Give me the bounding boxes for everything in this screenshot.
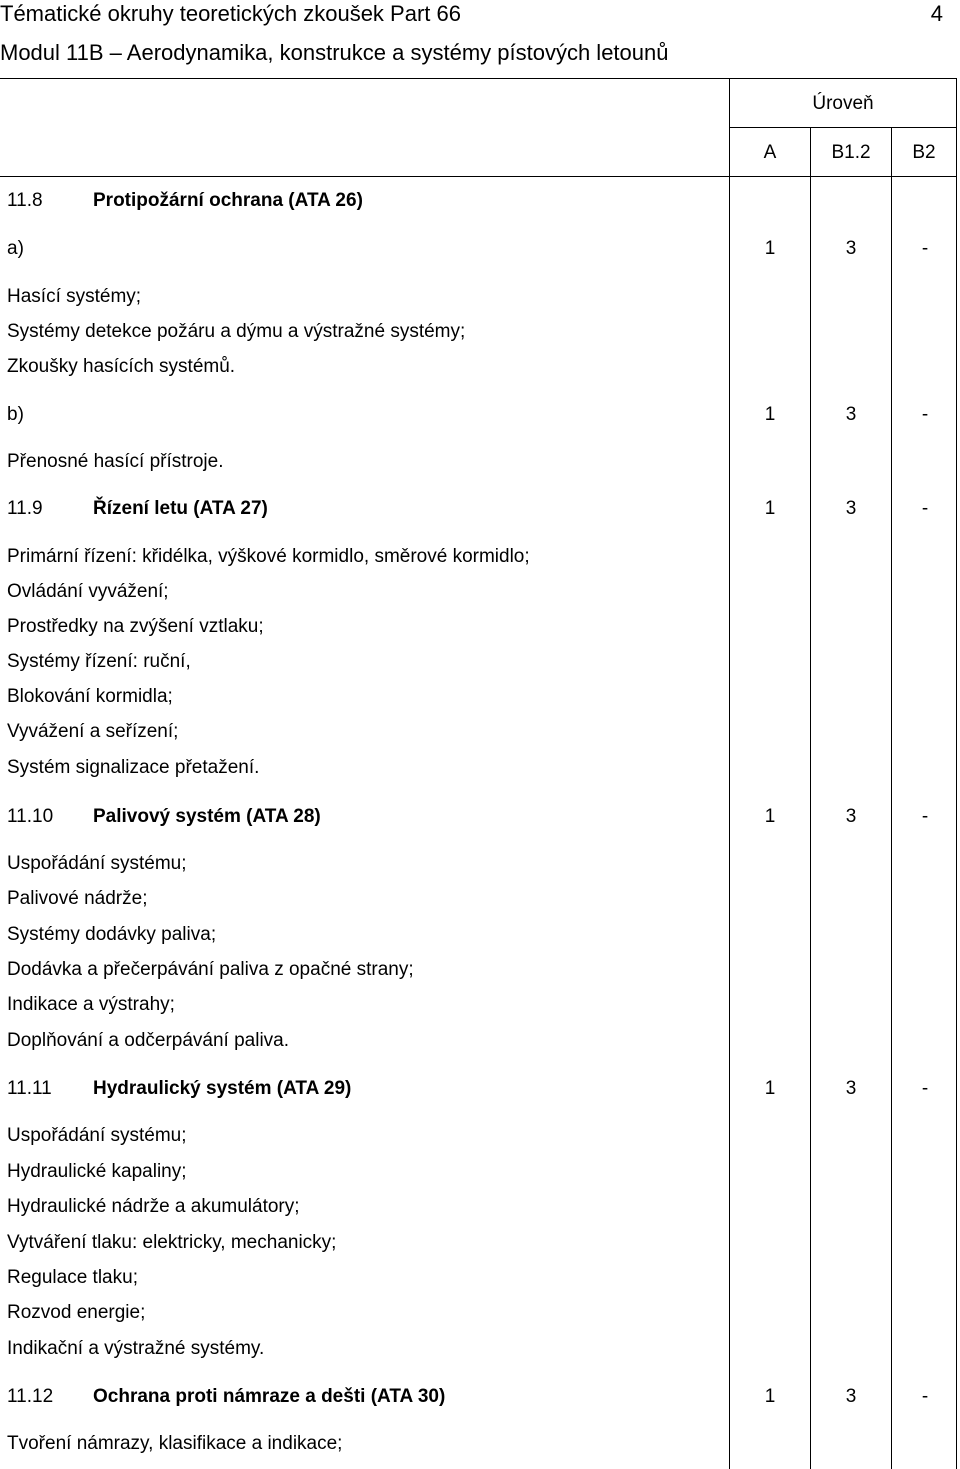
content-line xyxy=(0,1260,960,1296)
col-header-b12: B1.2 xyxy=(831,142,871,163)
content-text: Uspořádání systému; xyxy=(7,1125,187,1146)
level-b12: 3 xyxy=(845,1078,857,1099)
section-number: 11.12 xyxy=(7,1386,54,1407)
level-header: Úroveň xyxy=(812,93,874,114)
subsection-row-b xyxy=(0,397,960,433)
level-b2: - xyxy=(921,498,929,519)
content-text: Hasící systémy; xyxy=(7,286,142,307)
section-number: 11.11 xyxy=(7,1078,52,1099)
subsection-label: a) xyxy=(7,238,24,259)
level-b2: - xyxy=(921,806,929,827)
content-line xyxy=(0,314,960,350)
level-b12: 3 xyxy=(845,498,857,519)
section-number: 11.9 xyxy=(7,498,43,519)
level-b2: - xyxy=(921,1078,929,1099)
table-top-border xyxy=(0,78,957,79)
content-line xyxy=(0,1189,960,1225)
content-text: Hydraulické kapaliny; xyxy=(7,1161,187,1182)
section-row-11-8 xyxy=(0,183,960,219)
content-line xyxy=(0,1331,960,1367)
content-line xyxy=(0,349,960,385)
level-b2: - xyxy=(921,404,929,425)
level-b12: 3 xyxy=(845,404,857,425)
section-title: Hydraulický systém (ATA 29) xyxy=(93,1078,352,1099)
section-row-11-9 xyxy=(0,491,960,527)
content-line xyxy=(0,750,960,786)
section-row-11-11 xyxy=(0,1071,960,1107)
content-text: Dodávka a přečerpávání paliva z opačné strany; xyxy=(7,959,414,980)
content-line xyxy=(0,609,960,645)
module-title: Modul 11B – Aerodynamika, konstrukce a systémy pístových letounů xyxy=(0,40,669,65)
content-text: Doplňování a odčerpávání paliva. xyxy=(7,1030,290,1051)
level-a: 1 xyxy=(764,1078,776,1099)
content-line xyxy=(0,1023,960,1059)
section-title: Ochrana proti námraze a dešti (ATA 30) xyxy=(93,1386,446,1407)
content-text: Přenosné hasící přístroje. xyxy=(7,451,224,472)
content-text: Indikační a výstražné systémy. xyxy=(7,1338,265,1359)
content-line xyxy=(0,952,960,988)
content-text: Uspořádání systému; xyxy=(7,853,187,874)
content-text: Regulace tlaku; xyxy=(7,1267,138,1288)
level-a: 1 xyxy=(764,1386,776,1407)
col-header-a: A xyxy=(763,142,777,163)
section-title: Palivový systém (ATA 28) xyxy=(93,806,321,827)
section-title: Řízení letu (ATA 27) xyxy=(93,498,268,519)
level-a: 1 xyxy=(764,238,776,259)
content-text: Systémy detekce požáru a dýmu a výstražné systémy; xyxy=(7,321,466,342)
section-title: Protipožární ochrana (ATA 26) xyxy=(93,190,363,211)
content-line xyxy=(0,1225,960,1261)
content-text: Vytváření tlaku: elektricky, mechanicky; xyxy=(7,1232,337,1253)
section-number: 11.10 xyxy=(7,806,54,827)
content-text: Blokování kormidla; xyxy=(7,686,173,707)
level-b2: - xyxy=(921,1386,929,1407)
content-line xyxy=(0,1426,960,1462)
level-b12: 3 xyxy=(845,806,857,827)
content-line xyxy=(0,917,960,953)
content-line xyxy=(0,444,960,480)
content-text: Ovládání vyvážení; xyxy=(7,581,169,602)
content-line xyxy=(0,1154,960,1190)
content-line xyxy=(0,644,960,680)
level-a: 1 xyxy=(764,404,776,425)
content-text: Vyvážení a seřízení; xyxy=(7,721,179,742)
content-text: Systémy dodávky paliva; xyxy=(7,924,217,945)
content-line xyxy=(0,846,960,882)
content-line xyxy=(0,987,960,1023)
page-number: 4 xyxy=(930,1,943,26)
section-number: 11.8 xyxy=(7,190,43,211)
content-text: Prostředky na zvýšení vztlaku; xyxy=(7,616,264,637)
content-line xyxy=(0,574,960,610)
content-text: Tvoření námrazy, klasifikace a indikace; xyxy=(7,1433,343,1454)
content-text: Systémy řízení: ruční, xyxy=(7,651,191,672)
level-b12: 3 xyxy=(845,238,857,259)
document-title: Tématické okruhy teoretických zkoušek Part 66 xyxy=(0,1,461,26)
content-line xyxy=(0,279,960,315)
content-text: Primární řízení: křidélka, výškové kormidlo, směrové kormidlo; xyxy=(7,546,530,567)
level-a: 1 xyxy=(764,806,776,827)
content-text: Palivové nádrže; xyxy=(7,888,148,909)
content-text: Zkoušky hasících systémů. xyxy=(7,356,236,377)
subsection-row-a xyxy=(0,231,960,267)
level-b12: 3 xyxy=(845,1386,857,1407)
content-line xyxy=(0,539,960,575)
content-line xyxy=(0,679,960,715)
content-line xyxy=(0,1118,960,1154)
subsection-label: b) xyxy=(7,404,24,425)
content-text: Hydraulické nádrže a akumulátory; xyxy=(7,1196,300,1217)
header-bottom-border xyxy=(0,176,957,177)
content-line xyxy=(0,1295,960,1331)
content-text: Indikace a výstrahy; xyxy=(7,994,175,1015)
level-b2: - xyxy=(921,238,929,259)
content-text: Systém signalizace přetažení. xyxy=(7,757,260,778)
content-text: Rozvod energie; xyxy=(7,1302,146,1323)
section-row-11-10 xyxy=(0,799,960,835)
level-header-divider xyxy=(730,127,957,128)
section-row-11-12 xyxy=(0,1379,960,1415)
level-a: 1 xyxy=(764,498,776,519)
col-header-b2: B2 xyxy=(912,142,936,163)
content-line xyxy=(0,714,960,750)
content-line xyxy=(0,881,960,917)
